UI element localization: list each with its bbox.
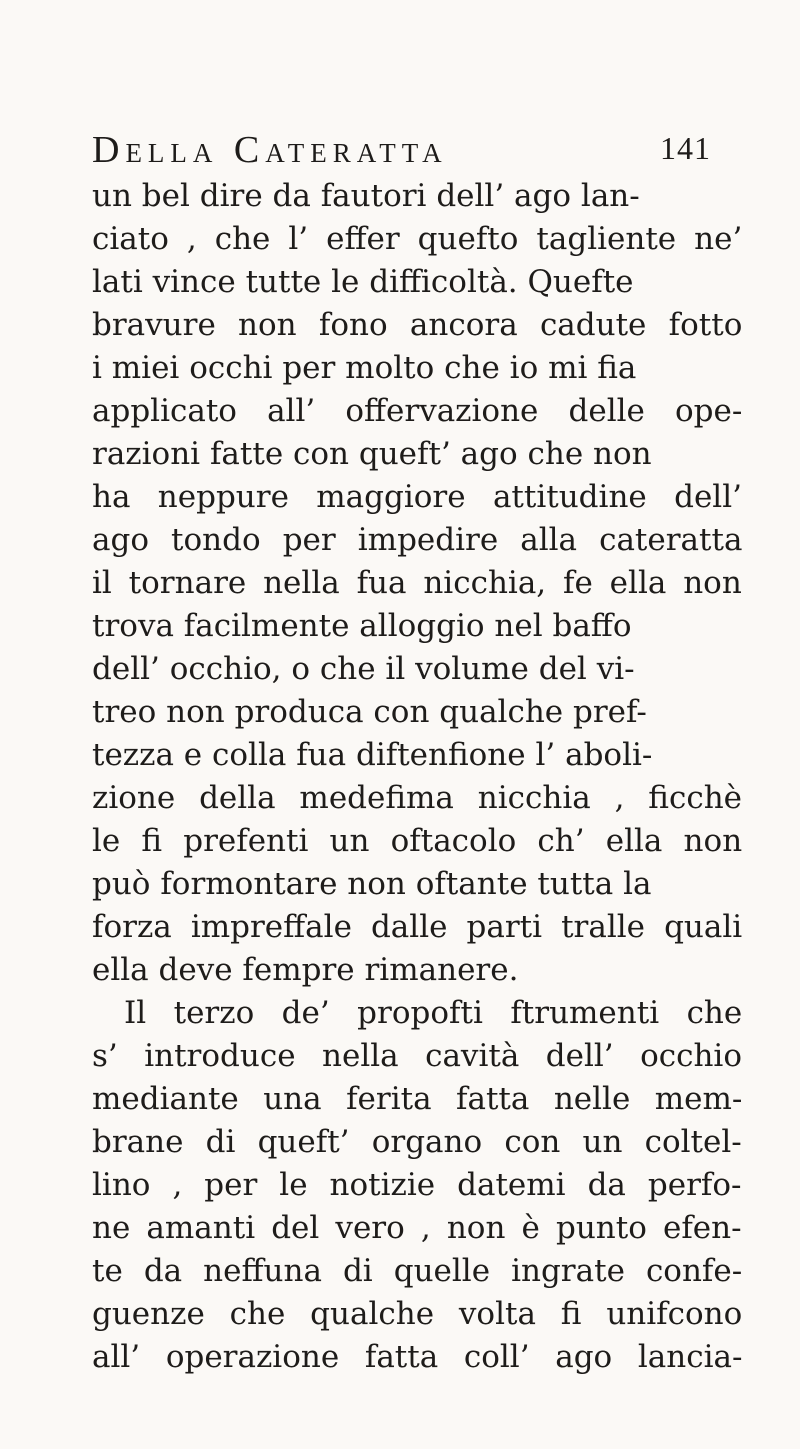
text-line: bravure non fono ancora cadute fotto (92, 307, 743, 343)
page-number: 141 (660, 130, 711, 166)
text-line: dell’ occhio, o che il volume del vi- (92, 651, 635, 687)
text-line: lati vince tutte le difficoltà. Quefte (92, 264, 634, 300)
text-line: i miei occhi per molto che io mi fia (92, 350, 637, 386)
text-line: s’ introduce nella cavità dell’ occhio (92, 1038, 743, 1074)
text-line: te da neffuna di quelle ingrate confe- (92, 1253, 743, 1289)
text-line: Il terzo de’ propofti ftrumenti che (124, 995, 743, 1031)
text-line: zione della medefima nicchia , ficchè (92, 780, 743, 816)
text-line: treo non produca con qualche pref- (92, 694, 647, 730)
running-head-title: Della Cateratta (92, 129, 448, 171)
text-line: ciato , che l’ effer quefto tagliente ne’ (92, 221, 743, 257)
text-line: mediante una ferita fatta nelle mem- (92, 1081, 743, 1117)
text-line: trova facilmente alloggio nel baffo (92, 608, 632, 644)
text-line: ne amanti del vero , non è punto efen- (92, 1210, 742, 1246)
text-line: il tornare nella fua nicchia, fe ella non (92, 565, 742, 601)
text-line: forza impreffale dalle parti tralle quali (92, 909, 743, 945)
text-line: lino , per le notizie datemi da perfo- (92, 1167, 742, 1203)
text-line: brane di queft’ organo con un coltel- (92, 1124, 742, 1160)
text-line: applicato all’ offervazione delle ope- (92, 393, 743, 429)
text-line: tezza e colla fua diftenfione l’ aboli- (92, 737, 653, 773)
text-line: guenze che qualche volta fi unifcono (92, 1296, 743, 1332)
text-line: può formontare non oftante tutta la (92, 866, 652, 902)
text-line: un bel dire da fautori dell’ ago lan- (92, 178, 640, 214)
text-line: ella deve fempre rimanere. (92, 952, 519, 988)
text-line: le fi prefenti un oftacolo ch’ ella non (92, 823, 743, 859)
text-line: ago tondo per impedire alla cateratta (92, 522, 743, 558)
text-line: razioni fatte con queft’ ago che non (92, 436, 652, 472)
text-line: all’ operazione fatta coll’ ago lancia- (92, 1339, 743, 1375)
text-line: ha neppure maggiore attitudine dell’ (92, 479, 742, 515)
